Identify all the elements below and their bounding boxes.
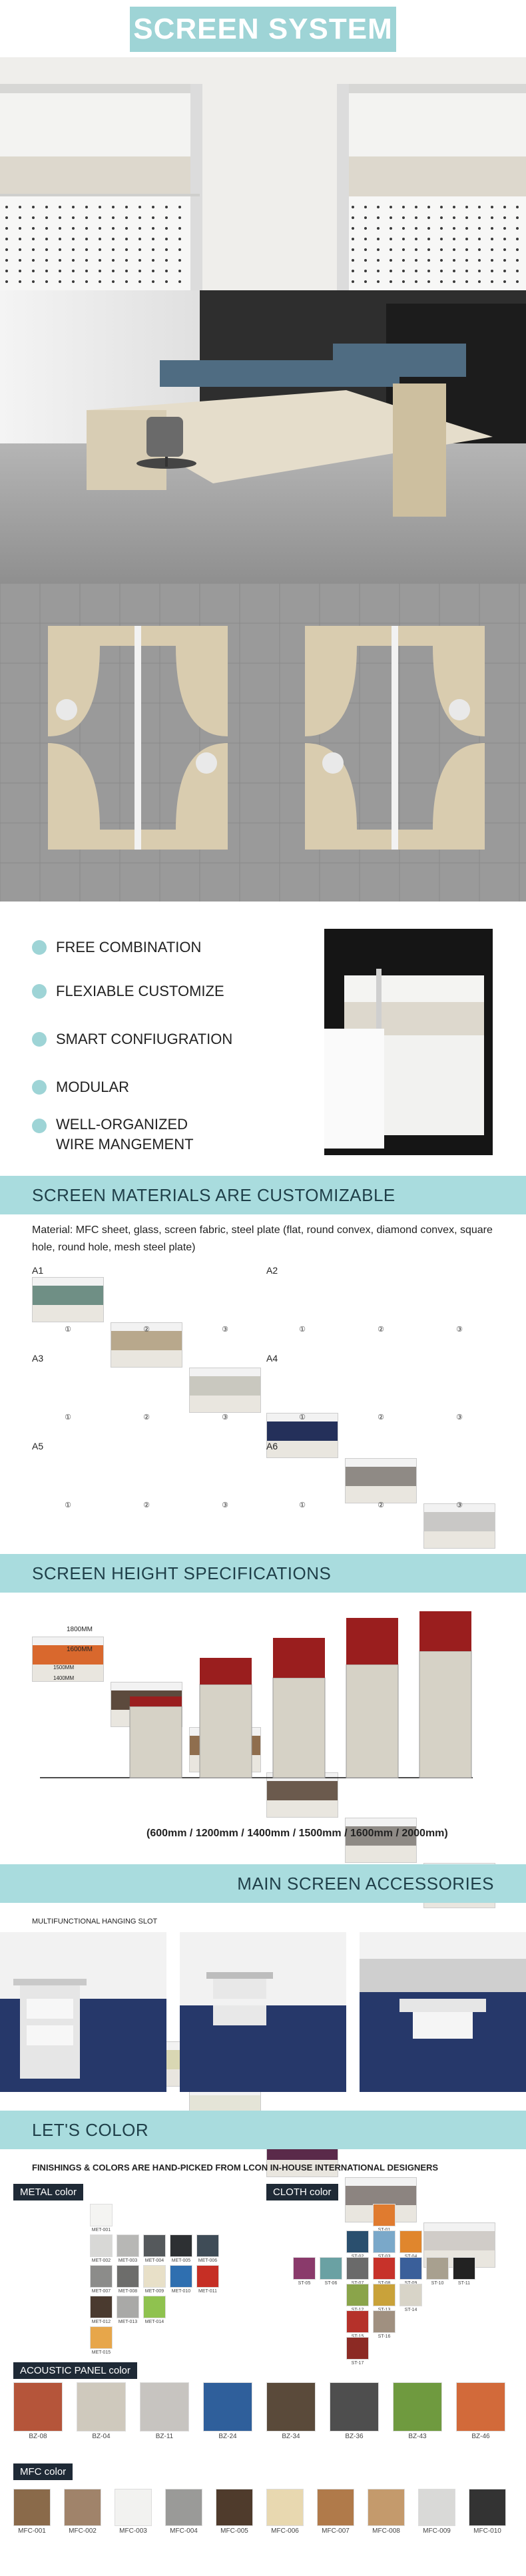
material-swatch-number: ① — [299, 1326, 306, 1334]
material-swatch — [423, 1503, 495, 1549]
cloth-color-label: ST-05 — [298, 2281, 311, 2286]
mfc-color-tag: MFC color — [13, 2463, 73, 2480]
cloth-color-chip — [399, 2257, 422, 2280]
bullet-icon — [32, 1032, 47, 1047]
material-swatch — [32, 1277, 104, 1322]
cloth-color-chip — [346, 2310, 369, 2333]
material-swatch-number: ③ — [456, 1414, 463, 1421]
material-swatch-number: ① — [299, 1501, 306, 1509]
height-mark-1: 1800MM — [67, 1626, 93, 1633]
height-mark-4: 1400MM — [53, 1675, 75, 1681]
bullet-icon — [32, 984, 47, 999]
cloth-color-chip — [373, 2284, 395, 2306]
material-swatch — [345, 1458, 417, 1503]
cloth-color-chip — [426, 2257, 449, 2280]
acoustic-color-chip — [140, 2382, 189, 2432]
metal-color-chip — [117, 2296, 139, 2318]
cloth-color-label: ST-14 — [404, 2308, 417, 2312]
acoustic-color-label: BZ-08 — [29, 2433, 47, 2440]
mfc-color-chip — [368, 2489, 405, 2526]
material-swatch-number: ② — [378, 1326, 384, 1334]
feature-label: MODULAR — [56, 1079, 130, 1095]
cloth-color-chip — [346, 2257, 369, 2280]
metal-color-chip — [90, 2296, 113, 2318]
metal-color-chip — [196, 2265, 219, 2288]
material-swatch-number: ③ — [222, 1414, 228, 1421]
feature-label: WELL-ORGANIZED WIRE MANGEMENT — [56, 1116, 194, 1153]
metal-color-chip — [143, 2265, 166, 2288]
material-group-label: A2 — [266, 1265, 278, 1276]
height-section-bar — [0, 1554, 526, 1593]
metal-color-label: MET-006 — [198, 2258, 218, 2263]
material-swatch-number: ③ — [456, 1501, 463, 1509]
acoustic-color-chip — [77, 2382, 126, 2432]
metal-color-tag: METAL color — [13, 2184, 83, 2200]
acoustic-color-chip — [393, 2382, 442, 2432]
floorplan-illustration — [0, 583, 526, 902]
mfc-color-chip — [115, 2489, 152, 2526]
page-title-text: SCREEN SYSTEM — [133, 13, 393, 45]
material-swatch-number: ① — [65, 1414, 71, 1421]
height-caption: (600mm / 1200mm / 1400mm / 1500mm / 1600mm / 2000mm) — [146, 1828, 448, 1839]
acoustic-color-chip — [456, 2382, 505, 2432]
metal-color-chip — [143, 2234, 166, 2257]
height-mark-2: 1600MM — [67, 1646, 93, 1653]
material-swatch — [189, 1368, 261, 1413]
material-swatch-number: ③ — [222, 1326, 228, 1334]
mfc-color-label: MFC-002 — [69, 2527, 97, 2535]
accessory-photo-1 — [0, 1932, 166, 2092]
feature-label: FREE COMBINATION — [56, 939, 202, 955]
metal-color-label: MET-009 — [144, 2289, 164, 2294]
material-group-label: A5 — [32, 1441, 44, 1451]
cloth-color-label: ST-10 — [431, 2281, 444, 2286]
cloth-color-chip — [373, 2310, 395, 2333]
metal-color-label: MET-010 — [171, 2289, 191, 2294]
accessory-photo-3 — [360, 1932, 526, 2092]
acoustic-color-label: BZ-46 — [471, 2433, 490, 2440]
office-photo — [0, 290, 526, 583]
height-chart — [40, 1611, 493, 1838]
mfc-color-label: MFC-008 — [372, 2527, 400, 2535]
accessories-heading: MAIN SCREEN ACCESSORIES — [237, 1873, 494, 1894]
metal-color-chip — [196, 2234, 219, 2257]
acoustic-color-label: BZ-04 — [92, 2433, 111, 2440]
metal-color-chip — [117, 2265, 139, 2288]
mfc-color-chip — [469, 2489, 506, 2526]
mfc-color-label: MFC-005 — [220, 2527, 248, 2535]
acoustic-color-label: BZ-24 — [218, 2433, 237, 2440]
cloth-color-chip — [373, 2230, 395, 2253]
metal-color-chip — [90, 2265, 113, 2288]
mfc-color-label: MFC-001 — [18, 2527, 46, 2535]
mfc-color-chip — [418, 2489, 455, 2526]
cloth-color-chip — [453, 2257, 475, 2280]
material-swatch-number: ② — [378, 1414, 384, 1421]
acoustic-color-label: BZ-11 — [155, 2433, 174, 2440]
mfc-color-chip — [317, 2489, 354, 2526]
metal-color-label: MET-011 — [198, 2289, 217, 2294]
materials-description: Material: MFC sheet, glass, screen fabric, steel plate (flat, round convex, diamond convex, square hole, round hole, mesh steel plate) — [32, 1224, 493, 1253]
screen-panels-illustration — [0, 57, 526, 290]
cloth-color-chip — [399, 2230, 422, 2253]
color-heading: LET'S COLOR — [32, 2119, 149, 2140]
mfc-color-label: MFC-010 — [473, 2527, 501, 2535]
material-swatch-number: ② — [378, 1501, 384, 1509]
material-swatch-number: ③ — [456, 1326, 463, 1334]
mfc-color-label: MFC-006 — [271, 2527, 299, 2535]
metal-color-chip — [90, 2234, 113, 2257]
metal-color-label: MET-003 — [118, 2258, 138, 2263]
feature-item — [32, 939, 201, 956]
cloth-color-label: ST-06 — [324, 2281, 338, 2286]
metal-color-label: MET-002 — [91, 2258, 111, 2263]
page-title — [130, 7, 396, 52]
metal-color-label: MET-004 — [144, 2258, 164, 2263]
metal-color-chip — [90, 2326, 113, 2349]
material-swatch-number: ② — [143, 1326, 150, 1334]
height-mark-3: 1500MM — [53, 1665, 75, 1671]
screen-closeup-illustration — [324, 929, 493, 1155]
acoustic-color-chip — [13, 2382, 63, 2432]
metal-color-label: MET-001 — [91, 2228, 111, 2232]
acoustic-color-tag: ACOUSTIC PANEL color — [13, 2362, 137, 2379]
metal-color-chip — [117, 2234, 139, 2257]
floorplan-photo — [0, 583, 526, 902]
mfc-color-label: MFC-009 — [423, 2527, 451, 2535]
material-swatch-number: ① — [299, 1414, 306, 1421]
cloth-color-chip — [293, 2257, 316, 2280]
bullet-icon — [32, 1119, 47, 1133]
cloth-color-chip — [373, 2257, 395, 2280]
bullet-icon — [32, 1080, 47, 1095]
color-section-bar — [0, 2111, 526, 2149]
material-swatch-number: ② — [143, 1501, 150, 1509]
cloth-color-label: ST-17 — [351, 2361, 364, 2366]
metal-color-label: MET-005 — [171, 2258, 191, 2263]
feature-item — [32, 983, 224, 1000]
metal-color-label: MET-007 — [91, 2289, 111, 2294]
material-swatch-number: ① — [65, 1326, 71, 1334]
metal-color-chip — [170, 2265, 192, 2288]
cloth-color-chip — [346, 2337, 369, 2360]
bullet-icon — [32, 940, 47, 955]
acoustic-color-chip — [203, 2382, 252, 2432]
cloth-color-chip — [346, 2284, 369, 2306]
acoustic-color-chip — [266, 2382, 316, 2432]
material-swatch-number: ② — [143, 1414, 150, 1421]
materials-section-bar — [0, 1176, 526, 1214]
acoustic-color-label: BZ-34 — [282, 2433, 300, 2440]
acoustic-color-chip — [330, 2382, 379, 2432]
materials-heading: SCREEN MATERIALS ARE CUSTOMIZABLE — [32, 1184, 395, 1205]
material-group-label: A4 — [266, 1353, 278, 1364]
height-illustration — [40, 1611, 493, 1838]
material-group-label: A3 — [32, 1353, 44, 1364]
metal-color-label: MET-012 — [91, 2320, 111, 2324]
metal-color-label: MET-015 — [91, 2350, 111, 2355]
mfc-color-label: MFC-003 — [119, 2527, 147, 2535]
acoustic-color-label: BZ-43 — [408, 2433, 427, 2440]
mfc-color-chip — [13, 2489, 51, 2526]
mfc-color-chip — [266, 2489, 304, 2526]
metal-color-label: MET-008 — [118, 2289, 138, 2294]
mfc-color-chip — [165, 2489, 202, 2526]
accessory-photo-2 — [180, 1932, 346, 2092]
mfc-color-chip — [216, 2489, 253, 2526]
cloth-color-chip — [399, 2284, 422, 2306]
metal-color-chip — [170, 2234, 192, 2257]
cloth-color-chip — [346, 2230, 369, 2253]
material-swatch-number: ① — [65, 1501, 71, 1509]
metal-color-label: MET-014 — [144, 2320, 164, 2324]
mfc-color-label: MFC-004 — [170, 2527, 198, 2535]
cloth-color-label: ST-11 — [457, 2281, 471, 2286]
accessories-section-bar — [0, 1864, 526, 1903]
feature-photo — [324, 929, 493, 1155]
mfc-color-chip — [64, 2489, 101, 2526]
feature-item — [32, 1079, 129, 1096]
material-group-label: A1 — [32, 1265, 44, 1276]
height-heading: SCREEN HEIGHT SPECIFICATIONS — [32, 1563, 332, 1583]
metal-color-label: MET-013 — [118, 2320, 138, 2324]
cloth-color-chip — [373, 2204, 395, 2226]
color-subtitle: FINISHINGS & COLORS ARE HAND-PICKED FROM LCON IN-HOUSE INTERNATIONAL DESIGNERS — [32, 2163, 439, 2173]
metal-color-chip — [143, 2296, 166, 2318]
cloth-color-label: ST-16 — [378, 2334, 391, 2339]
accessories-callout: MULTIFUNCTIONAL HANGING SLOT — [32, 1918, 158, 1926]
mfc-color-label: MFC-007 — [322, 2527, 350, 2535]
feature-item — [32, 1115, 198, 1155]
screen-panels-image — [0, 57, 526, 290]
material-group-label: A6 — [266, 1441, 278, 1451]
cloth-color-chip — [320, 2257, 342, 2280]
acoustic-color-label: BZ-36 — [345, 2433, 364, 2440]
material-swatch-number: ③ — [222, 1501, 228, 1509]
feature-label: SMART CONFIUGRATION — [56, 1031, 233, 1047]
metal-color-chip — [90, 2204, 113, 2226]
feature-label: FLEXIABLE CUSTOMIZE — [56, 983, 224, 999]
office-scene-illustration — [0, 290, 526, 583]
cloth-color-tag: CLOTH color — [266, 2184, 338, 2200]
feature-item — [32, 1031, 232, 1048]
